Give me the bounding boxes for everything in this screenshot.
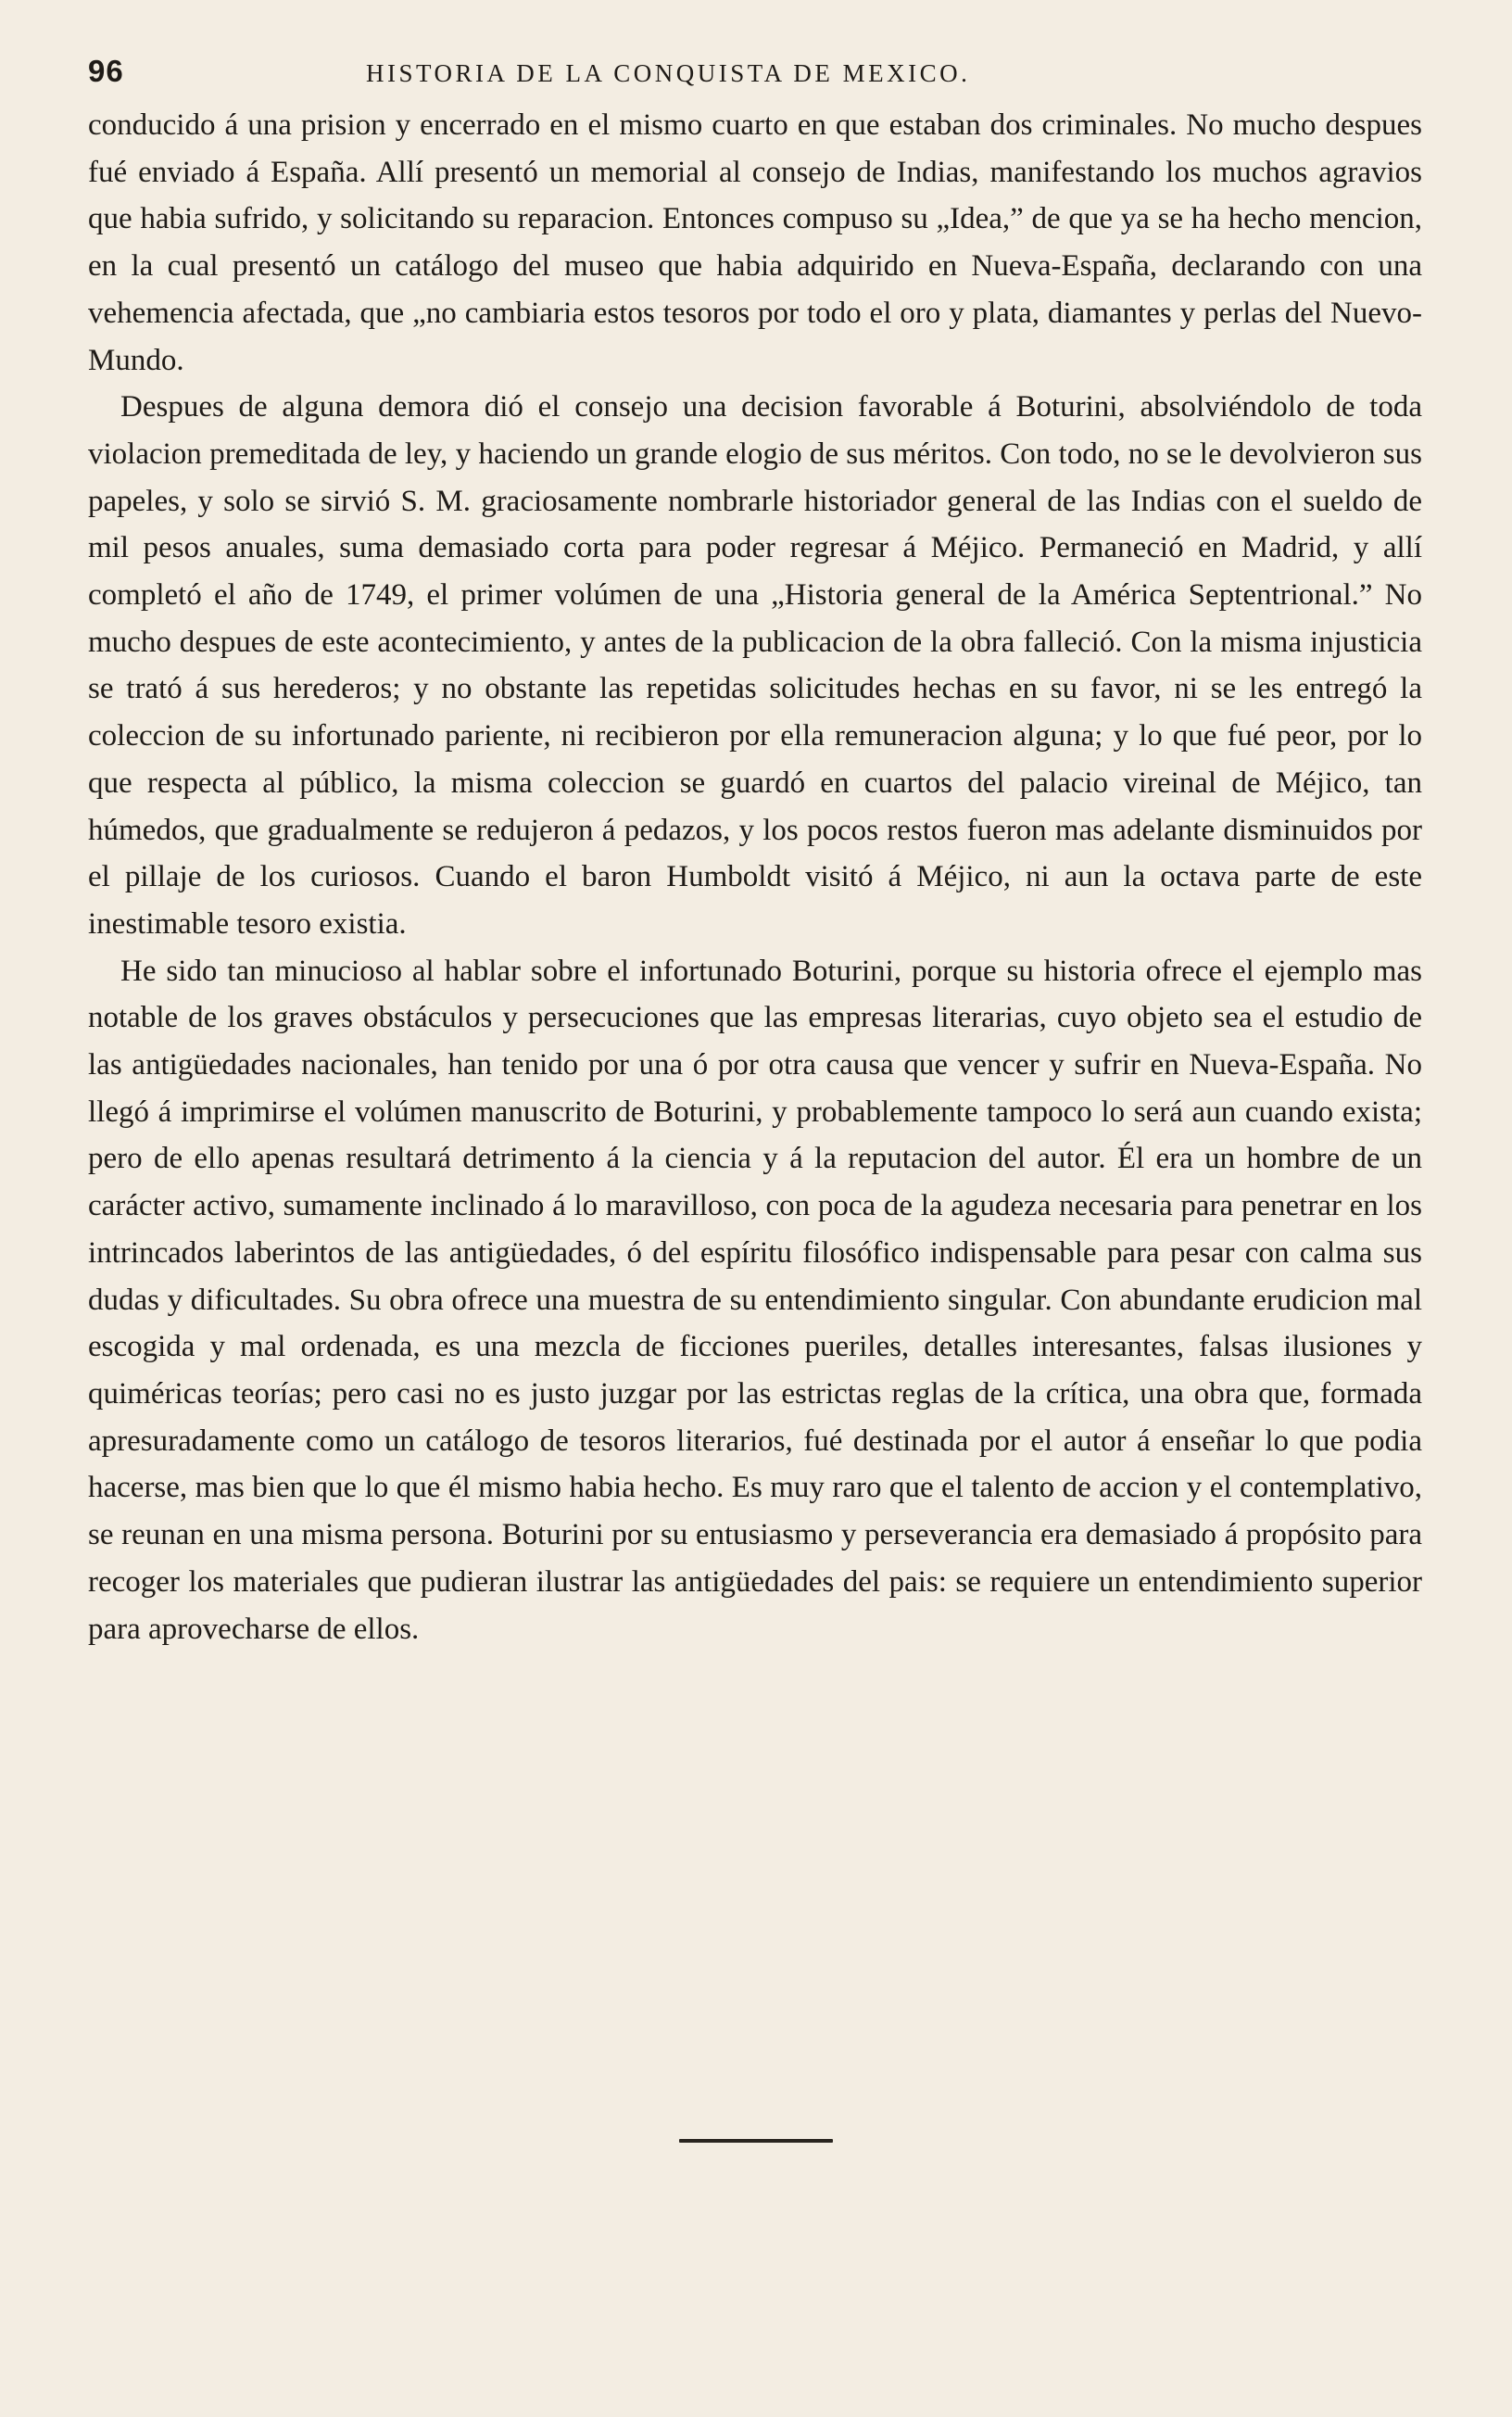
paragraph: He sido tan minucioso al hablar sobre el infortunado Boturini, porque su historia ofrece el ejemplo mas notable de los graves obstáculos y persecuciones que las empresas literarias, cuyo objeto sea el estudio de las antigüedades nacionales, han tenido por una ó por otra causa que vencer y sufrir en Nueva-España. No llegó á imprimirse el volúmen manuscrito de Boturini, y probablemente tampoco lo será aun cuando exista; pero de ello apenas resultará detrimento á la ciencia y á la reputacion del autor. Él era un hombre de un carácter activo, sumamente inclinado á lo maravilloso, con poca de la agudeza necesaria para penetrar en los intrincados laberintos de las antigüedades, ó del espíritu filosófico indispensable para pesar con calma sus dudas y dificultades. Su obra ofrece una muestra de su entendimiento singular. Con abundante erudicion mal escogida y mal ordenada, es una mezcla de ficciones pueriles, detalles interesantes, falsas ilusiones y quiméricas teorías; pero casi no es justo juzgar por las estrictas reglas de la crítica, una obra que, formada apresuradamente como un catálogo de tesoros literarios, fué destinada por el autor á enseñar lo que podia hacerse, mas bien que lo que él mismo habia hecho. Es muy raro que el talento de accion y el contemplativo, se reunan en una misma persona. Boturini por su entusiasmo y perseverancia era demasiado á propósito para recoger los materiales que pudieran ilustrar las antigüedades del pais: se requiere un entendimiento superior para aprovecharse de ellos. bbox=[88, 954, 1422, 1646]
running-head: HISTORIA DE LA CONQUISTA DE MEXICO. bbox=[366, 59, 971, 87]
paragraph-continuation: conducido á una prision y encerrado en el mismo cuarto en que estaban dos criminales. No mucho despues fué enviado á España. Allí presentó un memorial al consejo de Indias, manifestando los muchos agravios que habia sufrido, y solicitando su reparacion. Entonces compuso su „Idea,” de que ya se ha hecho mencion, en la cual presentó un catálogo del museo que habia adquirido en Nueva-España, declarando con una vehemencia afectada, que „no cambiaria estos tesoros por todo el oro y plata, diamantes y perlas del Nuevo-Mundo. bbox=[88, 108, 1422, 377]
page-header bbox=[88, 54, 1422, 91]
section-end-rule bbox=[679, 2139, 833, 2143]
paragraph: Despues de alguna demora dió el consejo una decision favorable á Boturini, absolviéndolo de toda violacion premeditada de ley, y haciendo un grande elogio de sus méritos. Con todo, no se le devolvieron sus papeles, y solo se sirvió S. M. graciosamente nombrarle historiador general de las Indias con el sueldo de mil pesos anuales, suma demasiado corta para poder regresar á Méjico. Permaneció en Madrid, y allí completó el año de 1749, el primer volúmen de una „Historia general de la América Septentrional.” No mucho despues de este acontecimiento, y antes de la publicacion de la obra falleció. Con la misma injusticia se trató á sus herederos; y no obstante las repetidas solicitudes hechas en su favor, ni se les entregó la coleccion de su infortunado pariente, ni recibieron por ella remuneracion alguna; y lo que fué peor, por lo que respecta al público, la misma coleccion se guardó en cuartos del palacio vireinal de Méjico, tan húmedos, que gradualmente se redujeron á pedazos, y los pocos restos fueron mas adelante disminuidos por el pillaje de los curiosos. Cuando el baron Humboldt visitó á Méjico, ni aun la octava parte de este inestimable tesoro existia. bbox=[88, 390, 1422, 941]
body-text bbox=[88, 102, 1422, 1652]
page-number: 96 bbox=[88, 54, 124, 88]
book-page bbox=[88, 54, 1422, 1652]
